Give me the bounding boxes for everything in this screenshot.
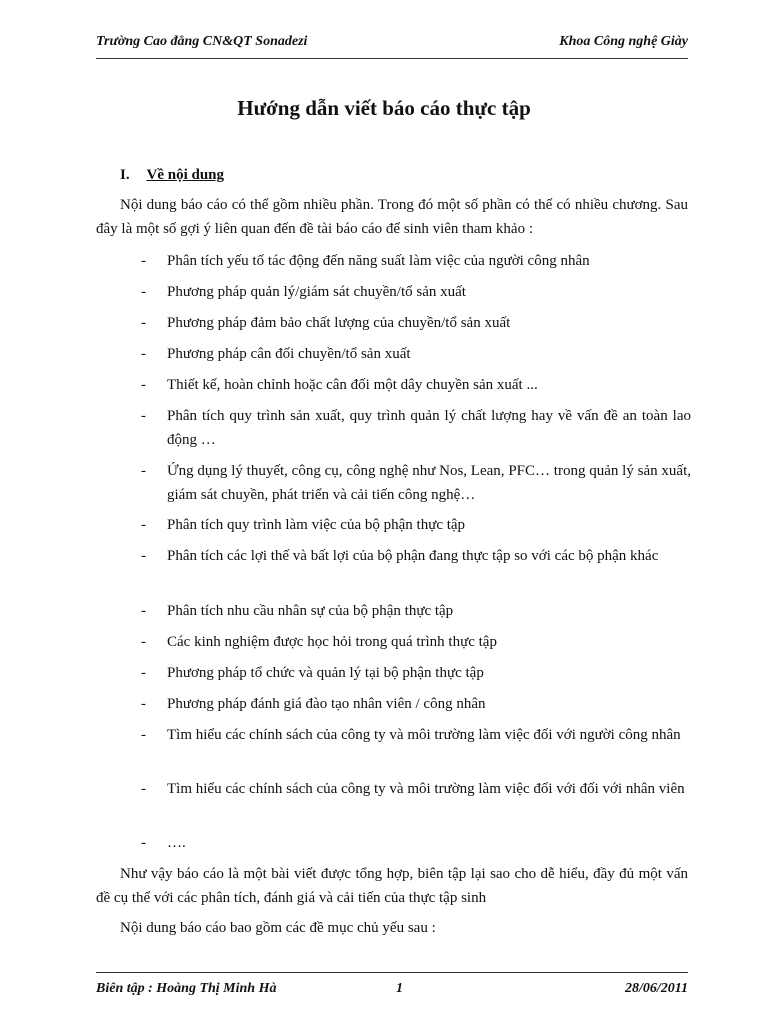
- page-header: [96, 34, 688, 59]
- list-dash: -: [141, 284, 146, 300]
- section-number: I.: [120, 167, 130, 183]
- list-item: [141, 404, 691, 452]
- list-dash: -: [141, 781, 146, 797]
- list-dash: -: [141, 696, 146, 712]
- list-item: [141, 630, 691, 654]
- list-item-text: ….: [167, 835, 186, 851]
- list-item-text: Phương pháp quản lý/giám sát chuyền/tổ sản xuất: [167, 284, 466, 300]
- page-number: 1: [396, 981, 403, 996]
- list-dash: -: [141, 603, 146, 619]
- list-dash: -: [141, 517, 146, 533]
- list-item-text: Phương pháp cân đối chuyền/tổ sản xuất: [167, 346, 411, 362]
- list-item-text: Phương pháp đánh giá đào tạo nhân viên / công nhân: [167, 696, 486, 712]
- list-item: [141, 599, 691, 623]
- list-item-text: Phân tích quy trình sản xuất, quy trình quản lý chất lượng hay về vấn đề an toàn lao động …: [167, 408, 691, 448]
- list-dash: -: [141, 665, 146, 681]
- list-item: [141, 459, 691, 507]
- contents-intro-paragraph: Nội dung báo cáo bao gồm các đề mục chủ yếu sau :: [120, 920, 436, 936]
- list-item-text: Tìm hiểu các chính sách của công ty và môi trường làm việc đối với đối với nhân viên: [167, 781, 685, 797]
- footer-editor: Biên tập : Hoàng Thị Minh Hà: [96, 981, 277, 996]
- list-item: [141, 280, 691, 304]
- list-item-text: Phương pháp đảm bảo chất lượng của chuyền/tổ sản xuất: [167, 315, 511, 331]
- list-item: [141, 831, 691, 855]
- list-dash: -: [141, 377, 146, 393]
- list-dash: -: [141, 346, 146, 362]
- document-title: Hướng dẫn viết báo cáo thực tập: [237, 96, 531, 120]
- list-item: [141, 692, 691, 716]
- list-item-text: Phương pháp tổ chức và quản lý tại bộ phận thực tập: [167, 665, 484, 681]
- list-item-text: Các kinh nghiệm được học hỏi trong quá trình thực tập: [167, 634, 497, 650]
- list-dash: -: [141, 727, 146, 743]
- intro-paragraph: Nội dung báo cáo có thể gồm nhiều phần. Trong đó một số phần có thể có nhiều chương. Sau đây là một số gợi ý liên quan đến đề tài báo cáo để sinh viên tham khảo :: [96, 197, 688, 237]
- list-item-text: Tìm hiểu các chính sách của công ty và môi trường làm việc đối với người công nhân: [167, 727, 681, 743]
- list-dash: -: [141, 634, 146, 650]
- footer-date: 28/06/2011: [624, 981, 688, 996]
- list-item-text: Thiết kế, hoàn chỉnh hoặc cân đối một dây chuyền sản xuất ...: [167, 377, 538, 393]
- list-dash: -: [141, 548, 146, 564]
- list-item-text: Phân tích yếu tố tác động đến năng suất làm việc của người công nhân: [167, 253, 590, 269]
- list-item: [141, 544, 691, 568]
- list-dash: -: [141, 835, 146, 851]
- section-heading: [120, 167, 224, 184]
- list-item-text: Phân tích quy trình làm việc của bộ phận thực tập: [167, 517, 466, 533]
- list-item: [141, 311, 691, 335]
- list-item: [141, 373, 691, 397]
- list-item: [141, 249, 691, 273]
- list-item: [141, 661, 691, 685]
- page-footer: [96, 972, 688, 997]
- header-department: Khoa Công nghệ Giày: [559, 34, 688, 49]
- list-item-text: Phân tích nhu cầu nhân sự của bộ phận thực tập: [167, 603, 454, 619]
- list-item-text: Phân tích các lợi thế và bất lợi của bộ phận đang thực tập so với các bộ phận khác: [167, 548, 659, 564]
- list-item: [141, 777, 691, 801]
- section-title: Về nội dung: [146, 167, 225, 183]
- list-dash: -: [141, 463, 146, 479]
- list-item: [141, 723, 691, 747]
- list-dash: -: [141, 253, 146, 269]
- list-dash: -: [141, 315, 146, 331]
- summary-paragraph: Như vậy báo cáo là một bài viết được tổng hợp, biên tập lại sao cho dễ hiểu, đầy đủ một vấn đề cụ thể với các phân tích, đánh giá và cải tiến của thực tập sinh: [96, 866, 688, 906]
- list-dash: -: [141, 408, 146, 424]
- header-school: Trường Cao đẳng CN&QT Sonadezi: [96, 34, 308, 49]
- list-item: [141, 513, 691, 537]
- list-item-text: Ứng dụng lý thuyết, công cụ, công nghệ như Nos, Lean, PFC… trong quản lý sản xuất, giám sát chuyền, phát triển và cải tiến công nghệ…: [167, 463, 691, 503]
- list-item: [141, 342, 691, 366]
